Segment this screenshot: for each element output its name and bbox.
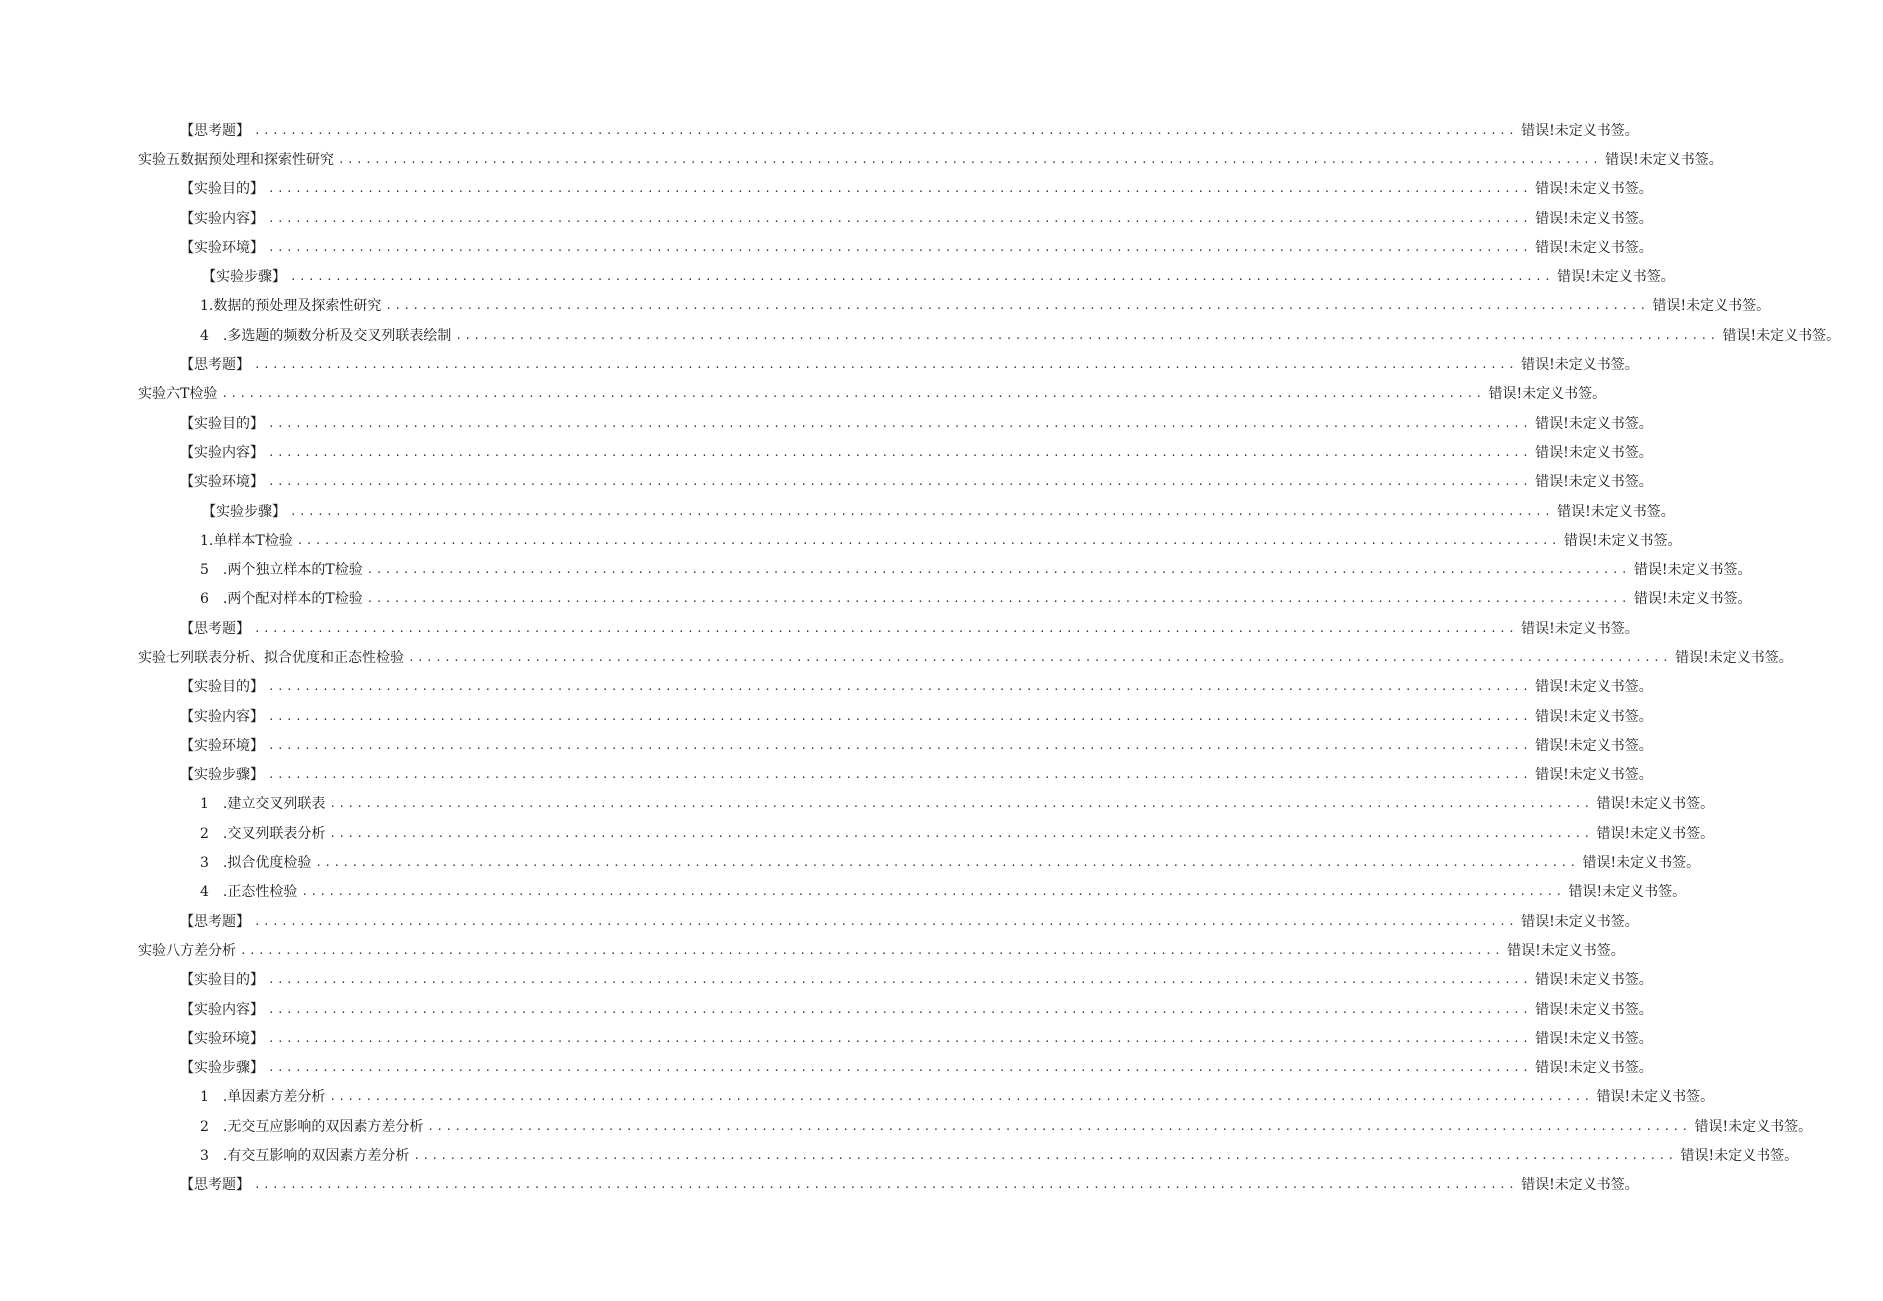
toc-entry-line — [200, 881, 1687, 901]
toc-entry[interactable] — [0, 437, 1653, 466]
toc-page-reference: 错误!未定义书签。 — [1535, 181, 1653, 198]
toc-entry[interactable] — [0, 584, 1752, 613]
toc-page-reference: 错误!未定义书签。 — [1535, 1030, 1653, 1047]
toc-dot-leader: ............................................................................................................................................ — [366, 563, 1630, 577]
toc-dot-leader: ............................................................................................................................................ — [366, 592, 1630, 606]
toc-entry-line — [200, 325, 1841, 345]
toc-entry[interactable] — [0, 818, 1715, 847]
toc-dot-leader: ............................................................................................................................................ — [240, 943, 1504, 957]
toc-entry-label: 【实验步骤】 — [180, 1057, 268, 1077]
toc-page-reference: 错误!未定义书签。 — [1535, 239, 1653, 256]
toc-page-reference: 错误!未定义书签。 — [1488, 386, 1607, 403]
toc-entry-line — [200, 852, 1701, 872]
toc-entry[interactable] — [0, 525, 1682, 554]
toc-entry-label: 【思考题】 — [180, 1174, 254, 1194]
toc-entry-label: 【实验环境】 — [180, 1028, 268, 1048]
toc-page-reference: 错误!未定义书签。 — [1680, 1148, 1799, 1165]
toc-entry-line — [180, 618, 1639, 638]
toc-entry-line — [180, 208, 1653, 228]
toc-entry-line — [180, 237, 1653, 257]
toc-entry-line — [180, 1057, 1653, 1077]
toc-entry-line — [200, 823, 1715, 843]
toc-entry-label: 实验八方差分析 — [138, 940, 240, 960]
toc-dot-leader: ............................................................................................................................................ — [296, 533, 1560, 547]
toc-entry[interactable] — [0, 1111, 1813, 1140]
toc-page-reference: 错误!未定义书签。 — [1521, 913, 1639, 930]
toc-entry-label: 【实验目的】 — [180, 178, 268, 198]
toc-dot-leader: ............................................................................................................................................ — [254, 123, 1518, 137]
toc-page-reference: 错误!未定义书签。 — [1535, 415, 1653, 432]
toc-dot-leader: ............................................................................................................................................ — [413, 1149, 1677, 1163]
toc-dot-leader: ............................................................................................................................................ — [254, 914, 1518, 928]
toc-entry-label: 4 .多选题的频数分析及交叉列联表绘制 — [200, 325, 455, 345]
toc-page-reference: 错误!未定义书签。 — [1596, 1089, 1715, 1106]
toc-dot-leader: ............................................................................................................................................ — [338, 152, 1602, 166]
toc-entry-label: 2 .交叉列联表分析 — [200, 823, 329, 843]
table-of-contents — [0, 115, 1841, 1199]
toc-page-reference: 错误!未定义书签。 — [1521, 357, 1639, 374]
toc-entry-label: 【实验内容】 — [180, 706, 268, 726]
toc-entry-line — [180, 706, 1653, 726]
toc-entry-line — [180, 178, 1653, 198]
toc-page-reference: 错误!未定义书签。 — [1535, 1001, 1653, 1018]
toc-dot-leader: ............................................................................................................................................ — [268, 709, 1532, 723]
toc-dot-leader: ............................................................................................................................................ — [268, 768, 1532, 782]
toc-entry-line — [202, 501, 1675, 521]
toc-entry[interactable] — [0, 672, 1653, 701]
toc-entry[interactable] — [0, 115, 1639, 144]
toc-dot-leader: ............................................................................................................................................ — [268, 475, 1532, 489]
toc-entry-line — [180, 442, 1653, 462]
toc-dot-leader: ............................................................................................................................................ — [268, 680, 1532, 694]
toc-entry-line — [180, 676, 1653, 696]
toc-page-reference: 错误!未定义书签。 — [1633, 591, 1752, 608]
toc-page-reference: 错误!未定义书签。 — [1535, 210, 1653, 227]
toc-entry-line — [202, 266, 1675, 286]
toc-entry[interactable] — [0, 1170, 1639, 1199]
toc-entry-label: 【实验内容】 — [180, 442, 268, 462]
toc-entry[interactable] — [0, 379, 1607, 408]
toc-dot-leader: ............................................................................................................................................ — [290, 270, 1554, 284]
toc-entry[interactable] — [0, 789, 1715, 818]
toc-entry-line — [138, 940, 1625, 960]
toc-page-reference: 错误!未定义书签。 — [1557, 503, 1675, 520]
toc-page-reference: 错误!未定义书签。 — [1652, 298, 1771, 315]
toc-entry[interactable] — [0, 642, 1793, 671]
toc-entry[interactable] — [0, 906, 1639, 935]
toc-dot-leader: ............................................................................................................................................ — [315, 856, 1579, 870]
toc-page-reference: 错误!未定义书签。 — [1535, 679, 1653, 696]
toc-entry[interactable] — [0, 554, 1752, 583]
toc-dot-leader: ............................................................................................................................................ — [290, 504, 1554, 518]
toc-dot-leader: ............................................................................................................................................ — [408, 650, 1672, 664]
toc-entry[interactable] — [0, 965, 1653, 994]
toc-page-reference: 错误!未定义书签。 — [1521, 1177, 1639, 1194]
toc-entry-line — [200, 530, 1682, 550]
toc-entry-line — [200, 1116, 1813, 1136]
toc-entry[interactable] — [0, 349, 1639, 378]
toc-dot-leader: ............................................................................................................................................ — [329, 826, 1593, 840]
toc-entry-label: 【实验目的】 — [180, 969, 268, 989]
toc-page-reference: 错误!未定义书签。 — [1563, 532, 1682, 549]
toc-entry-label: 2 .无交互应影响的双因素方差分析 — [200, 1116, 427, 1136]
toc-entry-label: 【实验目的】 — [180, 676, 268, 696]
toc-entry[interactable] — [0, 935, 1625, 964]
toc-dot-leader: ............................................................................................................................................ — [268, 182, 1532, 196]
toc-dot-leader: ............................................................................................................................................ — [268, 211, 1532, 225]
toc-entry-label: 【思考题】 — [180, 120, 254, 140]
toc-dot-leader: ............................................................................................................................................ — [254, 621, 1518, 635]
toc-entry-label: 【实验环境】 — [180, 471, 268, 491]
toc-dot-leader: ............................................................................................................................................ — [268, 416, 1532, 430]
toc-page-reference: 错误!未定义书签。 — [1535, 444, 1653, 461]
toc-page-reference: 错误!未定义书签。 — [1568, 884, 1687, 901]
toc-entry-line — [180, 413, 1653, 433]
toc-dot-leader: ............................................................................................................................................ — [221, 387, 1485, 401]
toc-entry[interactable] — [0, 730, 1653, 759]
toc-entry[interactable] — [0, 1023, 1653, 1052]
toc-dot-leader: ............................................................................................................................................ — [268, 445, 1532, 459]
toc-entry[interactable] — [0, 496, 1675, 525]
toc-page-reference: 错误!未定义书签。 — [1605, 151, 1723, 168]
toc-page-reference: 错误!未定义书签。 — [1535, 708, 1653, 725]
toc-entry[interactable] — [0, 701, 1653, 730]
toc-entry-label: 实验七列联表分析、拟合优度和正态性检验 — [138, 647, 408, 667]
toc-dot-leader: ............................................................................................................................................ — [301, 885, 1565, 899]
toc-entry-label: 【实验步骤】 — [202, 501, 290, 521]
toc-entry-line — [180, 354, 1639, 374]
toc-entry[interactable] — [0, 760, 1653, 789]
toc-entry-label: 实验六T检验 — [138, 383, 221, 403]
toc-page-reference: 错误!未定义书签。 — [1535, 972, 1653, 989]
toc-entry[interactable] — [0, 847, 1701, 876]
toc-entry-line — [138, 149, 1723, 169]
toc-page-reference: 错误!未定义书签。 — [1596, 825, 1715, 842]
toc-dot-leader: ............................................................................................................................................ — [329, 1090, 1593, 1104]
toc-entry-label: 【思考题】 — [180, 911, 254, 931]
toc-entry[interactable] — [0, 174, 1653, 203]
toc-entry-label: 【实验环境】 — [180, 237, 268, 257]
toc-entry-line — [200, 559, 1752, 579]
toc-page-reference: 错误!未定义书签。 — [1722, 327, 1841, 344]
toc-entry[interactable] — [0, 467, 1653, 496]
toc-dot-leader: ............................................................................................................................................ — [268, 1061, 1532, 1075]
toc-entry-label: 1 .单因素方差分析 — [200, 1086, 329, 1106]
toc-entry-label: 【实验步骤】 — [180, 764, 268, 784]
toc-entry-line — [138, 647, 1793, 667]
toc-entry-label: 4 .正态性检验 — [200, 881, 301, 901]
toc-page-reference: 错误!未定义书签。 — [1675, 649, 1793, 666]
toc-page-reference: 错误!未定义书签。 — [1535, 1060, 1653, 1077]
toc-entry-line — [180, 969, 1653, 989]
toc-entry-line — [180, 120, 1639, 140]
toc-entry-label: 5 .两个独立样本的T检验 — [200, 559, 367, 579]
toc-dot-leader: ............................................................................................................................................ — [268, 1002, 1532, 1016]
toc-entry[interactable] — [0, 320, 1841, 349]
toc-entry-line — [200, 1086, 1715, 1106]
toc-entry[interactable] — [0, 203, 1653, 232]
toc-page-reference: 错误!未定义书签。 — [1557, 269, 1675, 286]
toc-entry-line — [200, 793, 1715, 813]
toc-entry-label: 实验五数据预处理和探索性研究 — [138, 149, 338, 169]
toc-dot-leader: ............................................................................................................................................ — [254, 1178, 1518, 1192]
toc-page-reference: 错误!未定义书签。 — [1596, 796, 1715, 813]
toc-dot-leader: ............................................................................................................................................ — [254, 358, 1518, 372]
toc-entry[interactable] — [0, 261, 1675, 290]
toc-entry-line — [200, 1145, 1799, 1165]
toc-dot-leader: ............................................................................................................................................ — [455, 328, 1719, 342]
toc-entry-label: 【实验目的】 — [180, 413, 268, 433]
toc-page-reference: 错误!未定义书签。 — [1521, 122, 1639, 139]
toc-entry-line — [200, 295, 1771, 315]
toc-entry-label: 【思考题】 — [180, 618, 254, 638]
toc-page-reference: 错误!未定义书签。 — [1521, 620, 1639, 637]
toc-entry-label: 【实验内容】 — [180, 999, 268, 1019]
toc-entry[interactable] — [0, 613, 1639, 642]
toc-entry-line — [180, 1028, 1653, 1048]
toc-page-reference: 错误!未定义书签。 — [1694, 1118, 1813, 1135]
toc-entry[interactable] — [0, 1053, 1653, 1082]
toc-dot-leader: ............................................................................................................................................ — [268, 738, 1532, 752]
toc-dot-leader: ............................................................................................................................................ — [427, 1119, 1691, 1133]
toc-page-reference: 错误!未定义书签。 — [1582, 855, 1701, 872]
toc-entry-label: 3 .拟合优度检验 — [200, 852, 315, 872]
toc-dot-leader: ............................................................................................................................................ — [268, 240, 1532, 254]
toc-entry-label: 【实验环境】 — [180, 735, 268, 755]
toc-entry[interactable] — [0, 408, 1653, 437]
toc-entry-line — [180, 999, 1653, 1019]
toc-page-reference: 错误!未定义书签。 — [1507, 942, 1625, 959]
toc-entry[interactable] — [0, 144, 1723, 173]
toc-entry-label: 【实验步骤】 — [202, 266, 290, 286]
toc-page-reference: 错误!未定义书签。 — [1535, 737, 1653, 754]
toc-entry[interactable] — [0, 291, 1771, 320]
toc-page-reference: 错误!未定义书签。 — [1535, 767, 1653, 784]
toc-entry[interactable] — [0, 232, 1653, 261]
toc-entry-label: 1 .建立交叉列联表 — [200, 793, 329, 813]
toc-entry[interactable] — [0, 877, 1687, 906]
toc-entry-label: 6 .两个配对样本的T检验 — [200, 588, 367, 608]
toc-dot-leader: ............................................................................................................................................ — [268, 973, 1532, 987]
toc-dot-leader: ............................................................................................................................................ — [385, 299, 1649, 313]
toc-entry-label: 【实验内容】 — [180, 208, 268, 228]
toc-entry-line — [138, 383, 1607, 403]
toc-entry[interactable] — [0, 1140, 1799, 1169]
toc-entry-line — [200, 588, 1752, 608]
toc-entry-line — [180, 1174, 1639, 1194]
toc-entry-line — [180, 471, 1653, 491]
toc-entry-line — [180, 764, 1653, 784]
toc-entry-line — [180, 735, 1653, 755]
toc-dot-leader: ............................................................................................................................................ — [329, 797, 1593, 811]
toc-dot-leader: ............................................................................................................................................ — [268, 1031, 1532, 1045]
toc-page-reference: 错误!未定义书签。 — [1633, 562, 1752, 579]
toc-entry-label: 【思考题】 — [180, 354, 254, 374]
toc-entry[interactable] — [0, 994, 1653, 1023]
toc-entry-label: 3 .有交互影响的双因素方差分析 — [200, 1145, 413, 1165]
toc-page-reference: 错误!未定义书签。 — [1535, 474, 1653, 491]
toc-entry-label: 1.数据的预处理及探索性研究 — [200, 295, 385, 315]
toc-entry-label: 1.单样本T检验 — [200, 530, 297, 550]
toc-entry[interactable] — [0, 1082, 1715, 1111]
toc-entry-line — [180, 911, 1639, 931]
